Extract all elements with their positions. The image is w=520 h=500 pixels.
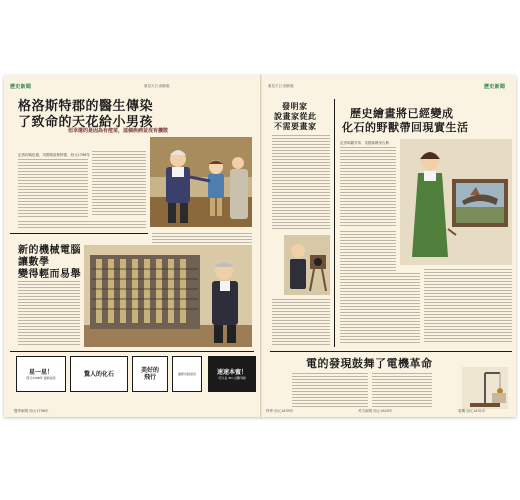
- running-head: 重見天日 創新版: [268, 84, 294, 88]
- headline2: 電的發現鼓舞了電機革命: [306, 357, 433, 370]
- folio-left: 科學 西元1839年: [266, 409, 294, 413]
- section-tag: 歷史新聞: [10, 84, 32, 90]
- sidebar-text-2: [272, 299, 330, 345]
- running-head: 重見天日 創新版: [144, 84, 170, 88]
- article-text-footer: [18, 221, 146, 229]
- ad-1-title: 星一星！: [28, 368, 53, 376]
- headline2-line3: 變得輕而易舉: [18, 269, 81, 280]
- electricity-text-col1: [292, 373, 368, 407]
- ad-4-sub: 最新出版消息: [177, 372, 196, 376]
- headline-line1: 格洛斯特郡的醫生傳染: [18, 99, 154, 114]
- section-divider: [270, 351, 512, 352]
- ad-box-3: [132, 356, 168, 392]
- article-text-col1: [340, 147, 396, 227]
- ad-3-title: 美好的: [140, 367, 159, 374]
- illustration-vaccination: [150, 137, 252, 227]
- headline2-line2: 讓數學: [18, 257, 50, 268]
- byline: 記者瑪麗安寧，英國萊姆里吉斯: [340, 141, 389, 145]
- magazine-spread: [4, 75, 516, 417]
- section-tag: 歷史新聞: [484, 84, 506, 90]
- ad-dark-title: 速速本蜜！: [216, 368, 247, 376]
- section-divider: [10, 233, 148, 234]
- article-text-col4: [424, 269, 512, 343]
- ad-box-4: [172, 356, 202, 392]
- ad-box-1: [16, 356, 66, 392]
- ad-box-2: [70, 356, 128, 392]
- headline-line1: 歷史繪畫將已經變成: [350, 107, 454, 120]
- headline2-line1: 新的機械電腦: [18, 245, 81, 256]
- illustration-camera: [284, 235, 330, 295]
- article-text-col2: [340, 231, 396, 271]
- article-text-engine: [18, 281, 80, 345]
- ad-dark-sub: 可以在 3D 立體印刷: [218, 375, 246, 380]
- electricity-text-col2: [372, 373, 432, 407]
- right-page: [262, 75, 516, 417]
- ad-1-sub: 西元1796年 最新消息: [26, 375, 56, 380]
- article-text-col1: [18, 159, 88, 217]
- headline-line2: 了致命的天花給小男孩: [18, 115, 154, 130]
- sidebar-headline-3: 不需要畫家: [274, 122, 317, 131]
- illustration-electric-apparatus: [462, 367, 508, 409]
- illustration-fossil-painting: [400, 139, 512, 265]
- sidebar-headline-1: 發明家: [282, 102, 308, 111]
- ad-3-title2: 飛行: [143, 374, 156, 381]
- sidebar-headline-2: 說畫家從此: [274, 112, 317, 121]
- byline: 記者約翰伍德，英國格洛斯特郡，西元1796年: [18, 153, 90, 157]
- ad-box-dark: [208, 356, 256, 392]
- sidebar-text: [272, 135, 330, 231]
- headline-line2: 化石的野獸帶回現實生活: [342, 121, 469, 134]
- left-folio: 醫學新聞 西元1796年: [14, 409, 49, 413]
- ad-2-title: 驚人的化石: [83, 370, 114, 378]
- article-text-col3: [340, 273, 420, 343]
- column-divider: [334, 99, 335, 347]
- article-text-col2: [92, 151, 146, 217]
- folio-right: 電機 西元1831年: [458, 409, 486, 413]
- subhead: 但幸運的是因為有痘苗，這個疾病並沒有擴散: [68, 128, 169, 134]
- folio-mid: 考古新聞 西元1820年: [358, 409, 393, 413]
- ads-divider: [10, 351, 254, 352]
- illustration-difference-engine: [84, 245, 252, 347]
